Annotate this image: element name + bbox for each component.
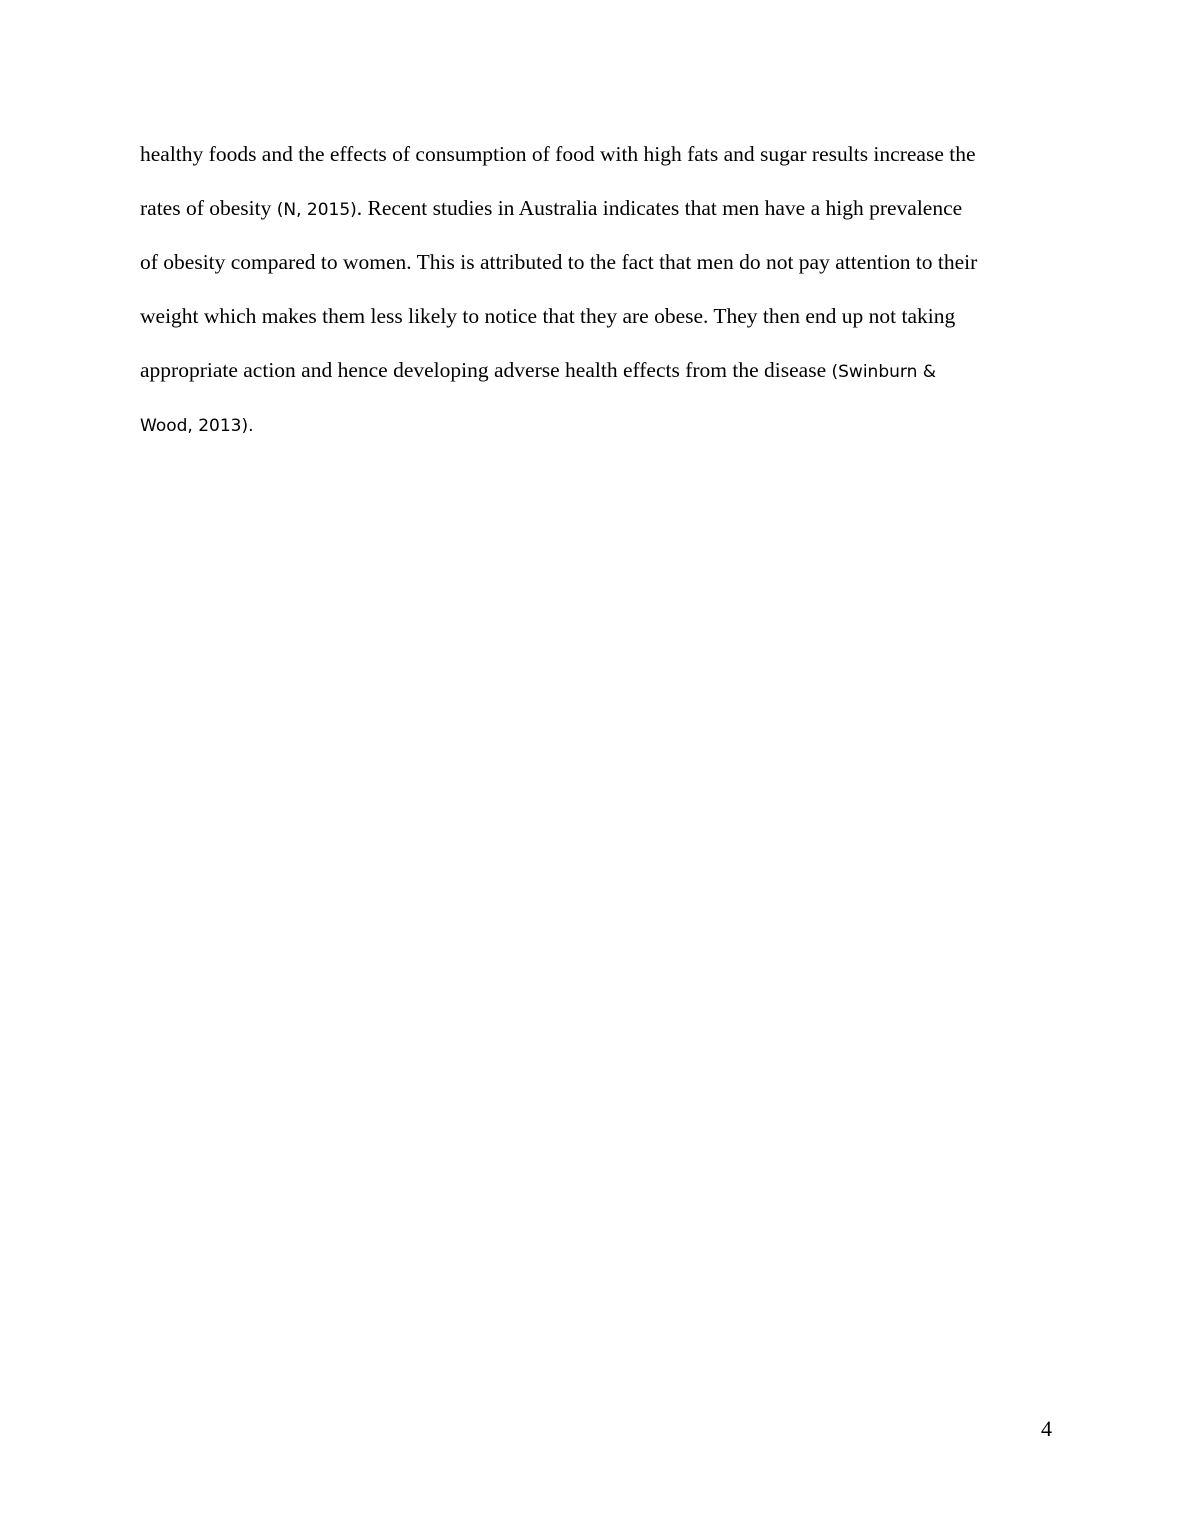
page-number: 4 [1041,1416,1052,1441]
line-text: . Recent studies in Australia indicates that men have a high prevalence [356,196,963,220]
paragraph-line [140,240,1055,294]
paragraph-line [140,186,1055,240]
line-text: of obesity compared to women. This is attributed to the fact that men do not pay attention to their [140,250,978,274]
line-text: weight which makes them less likely to notice that they are obese. They then end up not taking [140,304,956,328]
paragraph-line [140,348,1055,402]
citation: (Swinburn & [831,362,937,382]
line-text: healthy foods and the effects of consumption of food with high fats and sugar results increase the [140,142,976,166]
citation: (N, 2015) [276,200,357,220]
paragraph-line [140,132,1055,186]
paragraph-line [140,402,1055,456]
body-paragraph [140,132,1055,456]
line-text: appropriate action and hence developing adverse health effects from the disease [140,358,832,382]
paragraph-line [140,294,1055,348]
citation: Wood, 2013). [140,416,254,436]
line-text: rates of obesity [140,196,277,220]
